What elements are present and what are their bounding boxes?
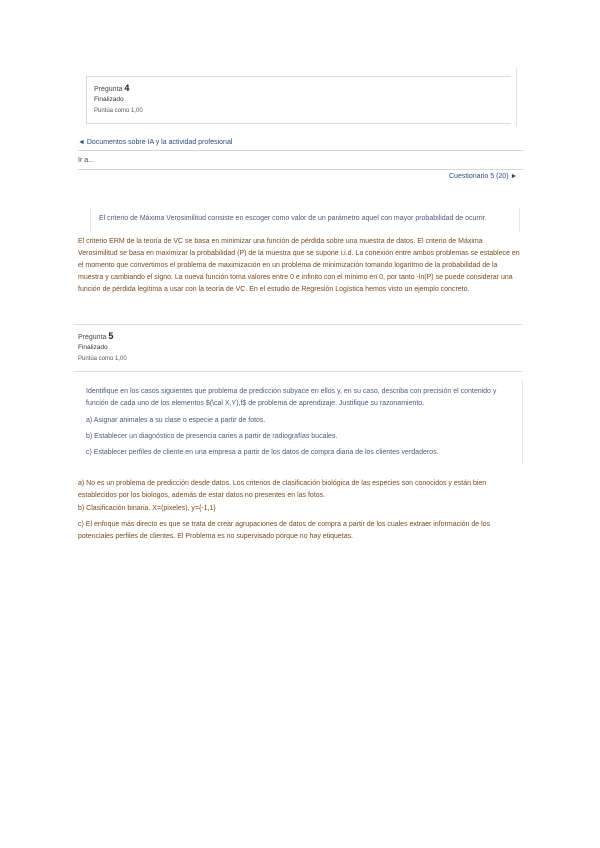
question-4-header [94, 84, 129, 93]
question-5-intro: Identifique en los casos siguientes que problema de predicción subyace en ellos y, en su caso, describa con precisión el contenido y función de cada uno de los elementos $(\cal X,Y),f$ de problema de aprendizaje. Justifique su razonamiento. [86, 388, 497, 407]
question-5-answer-a: a) No es un problema de predicción desde datos. Los criterios de clasificación biológica de las especies son conocidos y están bien establecidos por los biologos, además de estar datos no presentes en las fotos. [78, 480, 487, 499]
question-number: 4 [124, 83, 130, 93]
question-grade: Puntúa como 1,00 [94, 108, 143, 114]
jump-to-select[interactable]: Ir a... [78, 157, 94, 164]
question-4-info-box [86, 76, 511, 124]
question-5-info-box [74, 324, 522, 372]
question-5-case-b: b) Establecer un diagnóstico de presencia caries a partir de radiografías bucales. [86, 433, 338, 440]
question-5-answer-b: b) Clasificación binaria. X=(pixeles), y={-1,1} [78, 505, 216, 512]
question-5-case-c: c) Establecer perfiles de cliente en una empresa a partir de los datos de compra diaria de los clientes verdaderos. [86, 449, 439, 456]
next-activity-link[interactable]: Cuestionario 5 (20) ► [449, 173, 518, 180]
question-label: Pregunta [94, 86, 123, 93]
question-4-text: El criterio de Máxima Verosimilitud consiste en escoger como valor de un parámetro aquel con mayor probabilidad de ocurrir. [99, 215, 487, 222]
question-number: 5 [108, 331, 114, 341]
question-state: Finalizado [78, 344, 108, 351]
question-5-text-box [78, 380, 523, 464]
question-state: Finalizado [94, 96, 124, 103]
question-5-answer-c: c) El enfoque más directo es que se trata de crear agrupaciones de datos de compra a partir de los cuales extraer información de los potenciales perfiles de clientes. El Problema es no supervisado porque no hay etiquetas. [78, 521, 491, 540]
question-4-text-box [90, 208, 520, 232]
divider [78, 150, 524, 151]
previous-activity-link[interactable]: ◄ Documentos sobre IA y la actividad profesional [78, 139, 233, 146]
question-5-case-a: a) Asignar animales a su clase o especie a partir de fotos. [86, 417, 266, 424]
question-5-header [78, 332, 113, 341]
question-grade: Puntúa como 1,00 [78, 356, 127, 362]
right-edge-line [516, 68, 517, 126]
question-label: Pregunta [78, 334, 107, 341]
question-4-answer: El criterio ERM de la teoría de VC se basa en minimizar una función de pérdida sobre una muestra de datos. El criterio de Máxima Verosimilitud se basa en maximizar la probabilidad (P) de la muestra que se supone i.i.d. La conexión entre ambos problemas se establece en el momento que convertimos el problema de maximización en un problema de minimización tomando logaritmo de la probabilidad de la muestra y cambiando el signo. La nueva función toma valores entre 0 e infinito con el mínimo en 0, por tanto -ln(P) se puede considerar una función de pérdida legítima a usar con la teoría de VC. En el estudio de Regresión Logística hemos visto un ejemplo concreto. [78, 238, 520, 293]
divider [78, 169, 524, 170]
